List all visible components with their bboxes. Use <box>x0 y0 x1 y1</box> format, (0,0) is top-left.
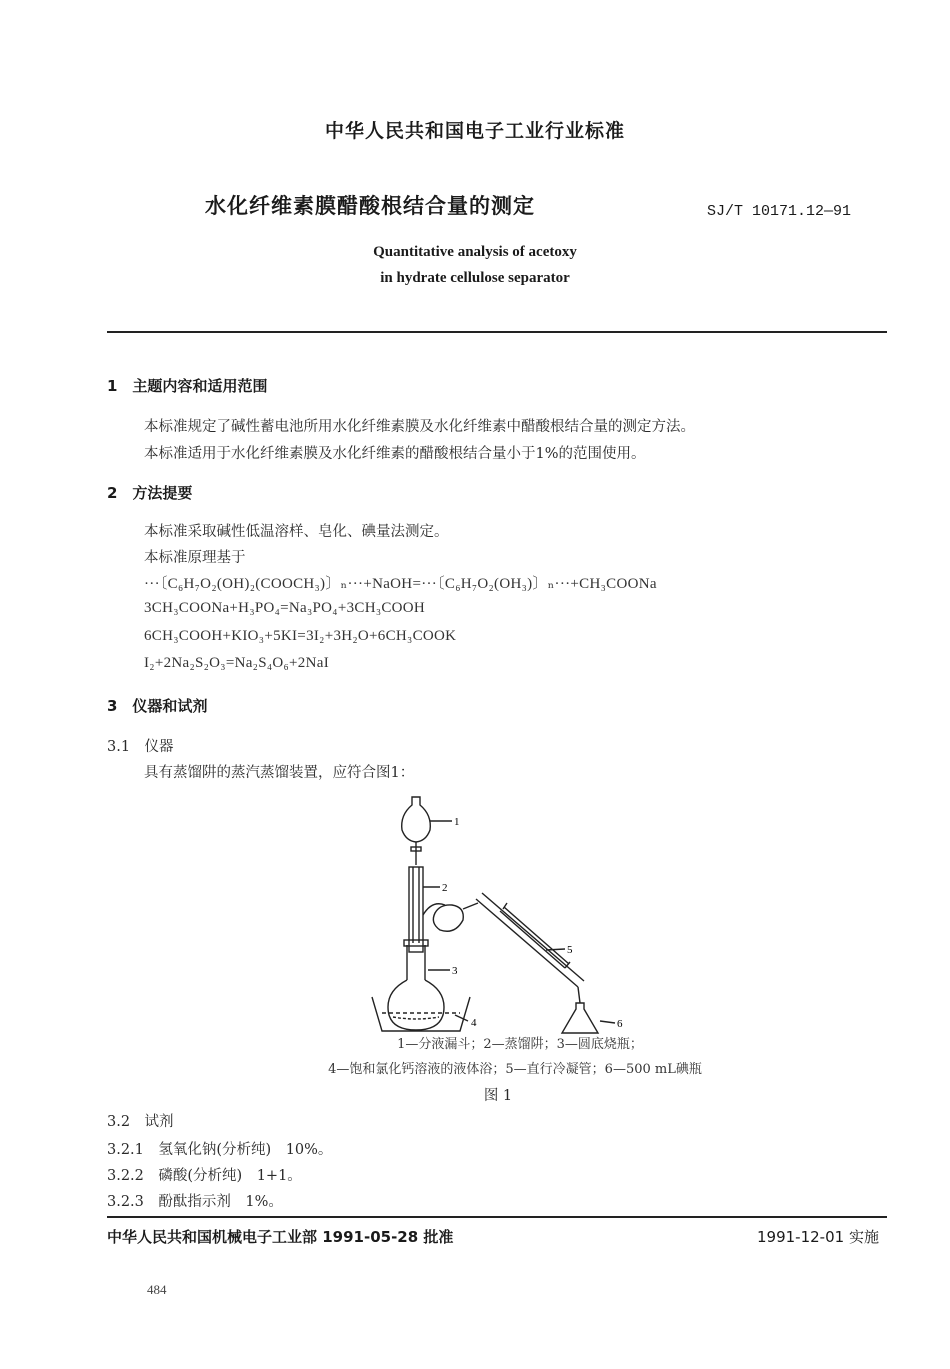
figure-label-6: 6 <box>617 1018 623 1030</box>
separatory-funnel <box>402 797 431 842</box>
implementation-date: 1991-12-01 实施 <box>757 1228 879 1246</box>
distillation-trap <box>409 867 423 952</box>
section-2-paragraph-1: 本标准采取碱性低温溶样、皂化、碘量法测定。 <box>144 524 449 540</box>
page-number: 484 <box>147 1282 167 1297</box>
section-3-2-heading: 3.2 试剂 <box>107 1114 174 1130</box>
reagent-item-2: 3.2.2 磷酸(分析纯) 1+1。 <box>107 1168 302 1184</box>
figure-caption-line-1: 1—分液漏斗；2—蒸馏阱；3—圆底烧瓶； <box>397 1037 643 1052</box>
standard-org-header: 中华人民共和国电子工业行业标准 <box>324 120 625 142</box>
standard-code: SJ/T 10171.12—91 <box>707 203 852 220</box>
section-1-paragraph-2: 本标准适用于水化纤维素膜及水化纤维素的醋酸根结合量小于1%的范围使用。 <box>144 446 646 462</box>
figure-label-5: 5 <box>567 944 573 956</box>
footer-rule <box>107 1216 887 1218</box>
trap-bulb <box>433 905 463 931</box>
section-1-heading: 1 主题内容和适用范围 <box>107 377 268 395</box>
section-3-1-text: 具有蒸馏阱的蒸汽蒸馏装置，应符合图1： <box>144 765 415 781</box>
reagent-item-3: 3.2.3 酚酞指示剂 1%。 <box>107 1194 283 1210</box>
section-3-1-heading: 3.1 仪器 <box>107 739 174 755</box>
figure-label-4: 4 <box>471 1017 477 1029</box>
figure-label-3: 3 <box>452 965 458 977</box>
reagent-item-1: 3.2.1 氢氧化钠(分析纯) 10%。 <box>107 1142 333 1158</box>
figure-caption-line-2: 4—饱和氯化钙溶液的液体浴；5—直行冷凝管；6—500 mL碘瓶 <box>328 1062 702 1077</box>
section-2-paragraph-2: 本标准原理基于 <box>144 550 246 566</box>
section-1-paragraph-1: 本标准规定了碱性蓄电池所用水化纤维素膜及水化纤维素中醋酸根结合量的测定方法。 <box>144 419 695 435</box>
english-title-line-2: in hydrate cellulose separator <box>380 270 570 286</box>
distillation-apparatus-figure <box>360 785 660 1040</box>
english-title-line-1: Quantitative analysis of acetoxy <box>373 244 577 260</box>
reaction-equation-4: I₂+2Na₂S₂O₃=Na₂S₄O₆+2NaI <box>144 655 329 671</box>
round-bottom-flask <box>388 980 444 1030</box>
figure-label-1: 1 <box>454 816 460 828</box>
reaction-equation-1: ···〔C₆H₇O₂(OH)₂(COOCH₃)〕ₙ···+NaOH=···〔C₆H₇O₂(OH₃)〕ₙ···+CH₃COONa <box>144 576 657 592</box>
figure-label-2: 2 <box>442 882 448 894</box>
section-2-heading: 2 方法提要 <box>107 484 193 502</box>
straight-condenser <box>476 893 584 987</box>
section-3-heading: 3 仪器和试剂 <box>107 697 208 715</box>
iodine-flask <box>562 1003 598 1033</box>
reaction-equation-2: 3CH₃COONa+H₃PO₄=Na₃PO₄+3CH₃COOH <box>144 600 426 616</box>
document-title: 水化纤维素膜醋酸根结合量的测定 <box>205 194 535 218</box>
figure-title: 图 1 <box>483 1088 513 1104</box>
liquid-bath <box>372 997 470 1031</box>
reaction-equation-3: 6CH₃COOH+KIO₃+5KI=3I₂+3H₂O+6CH₃COOK <box>144 628 457 644</box>
approval-line: 中华人民共和国机械电子工业部 1991-05-28 批准 <box>107 1228 454 1246</box>
header-rule <box>107 331 887 333</box>
